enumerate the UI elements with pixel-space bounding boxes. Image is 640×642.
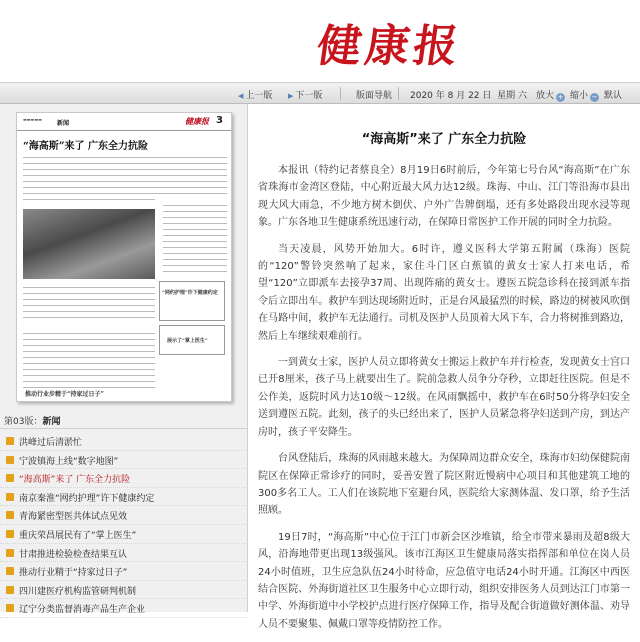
list-bullet-icon [6, 511, 14, 519]
article-list-item-title: “海高斯”来了 广东全力抗险 [19, 475, 131, 486]
article-list-item[interactable] [0, 488, 248, 507]
thumbnail-headline: “海高斯”来了 广东全力抗险 [23, 141, 148, 152]
article-list-item[interactable] [0, 599, 248, 618]
article-list-item-title: 四川建医疗机构监管研判机制 [19, 586, 137, 597]
divider [340, 87, 341, 100]
thumbnail-header [17, 113, 231, 131]
page-nav-bar [0, 82, 640, 104]
thumbnail-side-headline: 推动行业步精于“持家过日子” [25, 391, 104, 398]
next-page-link[interactable]: ▶ 下一版 [288, 91, 323, 101]
article-list-item[interactable] [0, 469, 248, 488]
newspaper-logo: 健康报 [313, 21, 465, 72]
triangle-left-icon: ◀ [238, 92, 244, 100]
article-list [0, 432, 248, 618]
zoom-out-button[interactable]: 缩小 − [570, 91, 598, 101]
article-list-item-title: 宁波镇海上线“数字地图” [19, 456, 119, 467]
list-bullet-icon [6, 604, 14, 612]
layout-guide-link[interactable]: 版面导航 [356, 91, 393, 101]
divider [398, 87, 399, 100]
article-list-item-title: 辽宁分类监督消毒产品生产企业 [19, 605, 146, 616]
list-bullet-icon [6, 586, 14, 594]
article-title: “海高斯”来了 广东全力抗险 [361, 132, 527, 147]
page-thumbnail[interactable] [16, 112, 232, 402]
thumbnail-side-headline: “网约护理”许下健康约定 [162, 290, 218, 296]
article-list-item[interactable] [0, 581, 248, 600]
article-list-item-title: 重庆荣昌展民有了“掌上医生” [19, 530, 137, 541]
list-bullet-icon [6, 493, 14, 501]
article-list-item[interactable] [0, 525, 248, 544]
left-panel [0, 104, 248, 616]
thumbnail-section: 新闻 [57, 120, 70, 127]
article-list-item[interactable] [0, 506, 248, 525]
article-list-item-title: 洪峰过后清淤忙 [19, 438, 83, 448]
article-list-item-title: 南京秦淮“网约护理”许下健康约定 [19, 493, 155, 504]
section-label: 第03版：新闻 [4, 417, 61, 427]
article-list-item-title: 甘肃推进检验检查结果互认 [19, 549, 128, 560]
zoom-in-button[interactable]: 放大 + [536, 91, 564, 101]
thumbnail-side-headline: 展示了“掌上医生” [167, 338, 208, 344]
article-list-item[interactable] [0, 544, 248, 563]
issue-date: 2020 年 8 月 22 日 星期 六 [410, 91, 527, 101]
prev-page-link[interactable]: ◀ 上一版 [238, 91, 273, 101]
article-list-item[interactable] [0, 432, 248, 451]
list-bullet-icon [6, 456, 14, 464]
thumbnail-edition-meta: ▬▬▬▬▬ [23, 117, 42, 122]
thumbnail-sidebar-box [159, 281, 225, 321]
list-bullet-icon [6, 549, 14, 557]
list-bullet-icon [6, 530, 14, 538]
zoom-in-icon: + [557, 93, 564, 101]
article-paragraph: 台风登陆后，珠海的风雨越来越大。为保障周边群众安全，珠海市妇幼保健院南院区在保障正常诊疗的同时，妥善安置了院区附近慢病中心项目和其他建筑工地的300多名工人。工人们在该院地下室避台风，医院给大家测体温、发口罩，给予生活照顾。 [258, 453, 630, 517]
reset-zoom-button[interactable]: 默认 [604, 91, 623, 101]
article-paragraph: 当天凌晨，风势开始加大。6时许，遵义医科大学第五附属（珠海）医院的“120”警铃突然响了起来，家住斗门区白蕉镇的黄女士家人打来电话，希望“120”立即派车去接孕37周、出现阵痛的黄女士。遵医五院急诊科在接到派车指令后立即出车。救护车到达现场附近时，正是台风最猛烈的时候，路边的树被风吹倒在马路中间，救护车无法通行。司机及医护人员顶着大风下车，合力将树推到路边，然后上车继续艰难前行。 [258, 243, 630, 342]
masthead [0, 0, 640, 82]
list-bullet-icon [6, 474, 14, 482]
article-list-item[interactable] [0, 562, 248, 581]
thumbnail-news-photo [23, 209, 155, 279]
article-body [258, 162, 630, 642]
zoom-out-icon: − [591, 93, 598, 101]
triangle-right-icon: ▶ [288, 92, 294, 100]
article-list-item[interactable] [0, 451, 248, 470]
list-bullet-icon [6, 437, 14, 445]
thumbnail-page-number: 3 [216, 115, 223, 126]
article-paragraph: 一到黄女士家，医护人员立即将黄女士搬运上救护车并行检查，发现黄女士宫口已开8厘米，孩子马上就要出生了。院前急救人员争分夺秒，立即赶往医院。但是不公作美，返院时风力达10级～12级。在风雨飘摇中，救护车在6时50分将孕妇安全送到遵医五院。此刻，孩子的头已经出来了，医护人员紧急将孕妇送到产房，到达产房时，孩子平安降生。 [258, 357, 630, 438]
article-paragraph: 本报讯（特约记者蔡良全）8月19日6时前后，今年第七号台风“海高斯”在广东省珠海市金湾区登陆，中心附近最大风力达12级。珠海、中山、江门等沿海市县出现大风大雨急，不少地方树木倒伏、户外广告牌倒塌，还有多处路段出现水浸等现象。广东各地卫生健康系统迅速行动，在保障日常医护工作开展的同时全力抗险。 [258, 165, 630, 229]
list-bullet-icon [6, 567, 14, 575]
article-paragraph: 19日7时，“海高斯”中心位于江门市新会区沙堆镇，给全市带来暴雨及超8级大风，沿海地带更出现13级强风。该市江海区卫生健康局落实指挥部和单位在岗人员24小时值班，卫生应急队伍24小时待命，应急值守电话24小时开通。江海区中西医结合医院、外海街道社区卫生服务中心立即行动，组织安排医务人员到达江门市第一中学、外海街道中小学校护点进行医疗保障工作，指导及配合街道做好测体温、劝导人员不要聚集、佩戴口罩等疫情防控工作。 [258, 531, 630, 630]
article-panel [248, 104, 640, 630]
article-list-item-title: 推动行业精于“持家过日子” [19, 568, 128, 579]
thumbnail-logo: 健康报 [185, 116, 209, 126]
article-list-item-title: 青海紧密型医共体试点见效 [19, 512, 128, 523]
divider [0, 428, 248, 429]
